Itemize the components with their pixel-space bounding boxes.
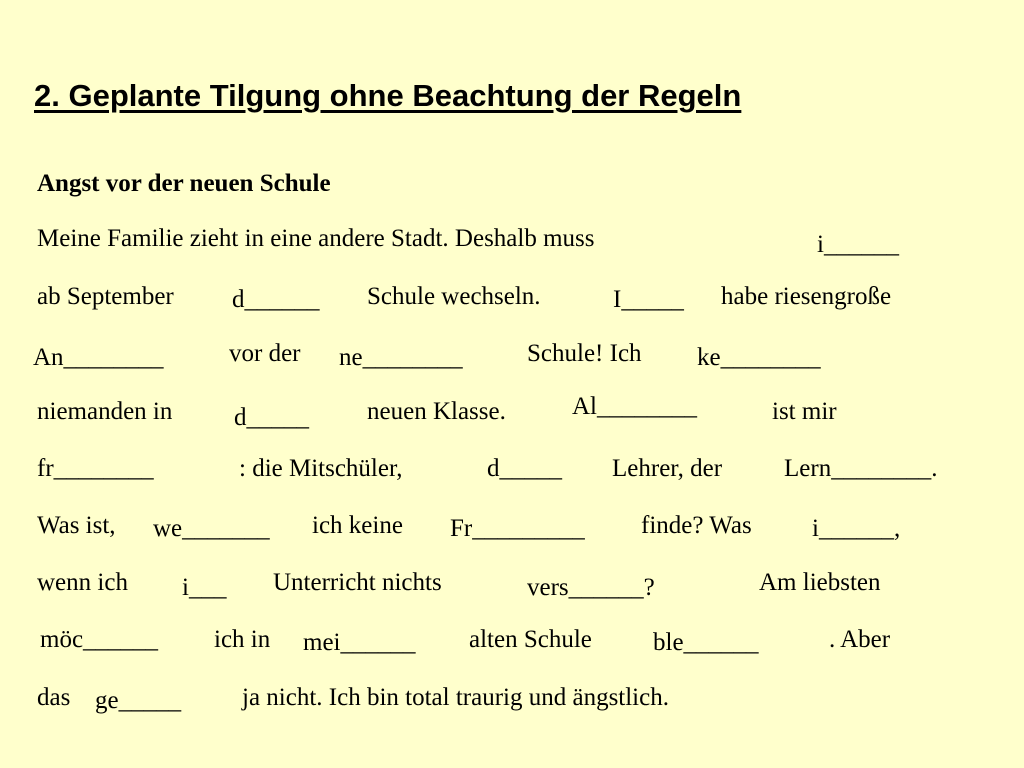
blank-field[interactable]: i___ [182,574,227,601]
text-fragment: . Aber [829,626,891,653]
blank-field[interactable]: Al________ [572,393,697,420]
blank-field[interactable]: ble______ [653,629,759,656]
text-fragment: : die Mitschüler, [239,455,403,482]
text-fragment: Unterricht nichts [273,569,442,596]
blank-field[interactable]: Lern________. [784,455,938,482]
text-fragment: das [37,684,71,711]
blank-field[interactable]: vers______? [527,574,655,601]
text-fragment: alten Schule [469,626,592,653]
blank-field[interactable]: möc______ [40,626,159,653]
text-fragment: ja nicht. Ich bin total traurig und ängstlich. [242,684,669,711]
slide-title: 2. Geplante Tilgung ohne Beachtung der Regeln [34,78,742,113]
text-fragment: Lehrer, der [612,455,723,482]
blank-field[interactable]: i______ [817,231,899,258]
text-fragment: ich in [214,626,271,653]
text-fragment: ab September [37,283,174,310]
blank-field[interactable]: d______ [232,286,320,313]
text-fragment: niemanden in [37,398,173,425]
blank-field[interactable]: mei______ [303,629,416,656]
text-fragment: Was ist, [37,512,116,539]
blank-field[interactable]: I_____ [613,286,684,313]
text-fragment: Am liebsten [759,569,881,596]
text-fragment: ich keine [312,512,403,539]
blank-field[interactable]: d_____ [234,404,309,431]
blank-field[interactable]: i______, [812,515,901,542]
blank-field[interactable]: ne________ [339,344,463,371]
text-fragment: vor der [229,340,301,367]
text-fragment: Meine Familie zieht in eine andere Stadt. Deshalb muss [37,225,595,252]
blank-field[interactable]: ke________ [697,344,821,371]
text-fragment: finde? Was [641,512,752,539]
blank-field[interactable]: fr________ [37,455,154,482]
blank-field[interactable]: ge_____ [95,687,182,714]
text-fragment: habe riesengroße [721,283,892,310]
blank-field[interactable]: we_______ [153,515,270,542]
exercise-subtitle: Angst vor der neuen Schule [37,170,331,197]
blank-field[interactable]: d_____ [487,455,562,482]
text-fragment: Schule! Ich [527,340,642,367]
text-fragment: ist mir [772,398,837,425]
text-fragment: wenn ich [37,569,128,596]
text-fragment: neuen Klasse. [367,398,506,425]
text-fragment: Schule wechseln. [367,283,541,310]
blank-field[interactable]: Fr_________ [450,515,585,542]
blank-field[interactable]: An________ [33,344,164,371]
